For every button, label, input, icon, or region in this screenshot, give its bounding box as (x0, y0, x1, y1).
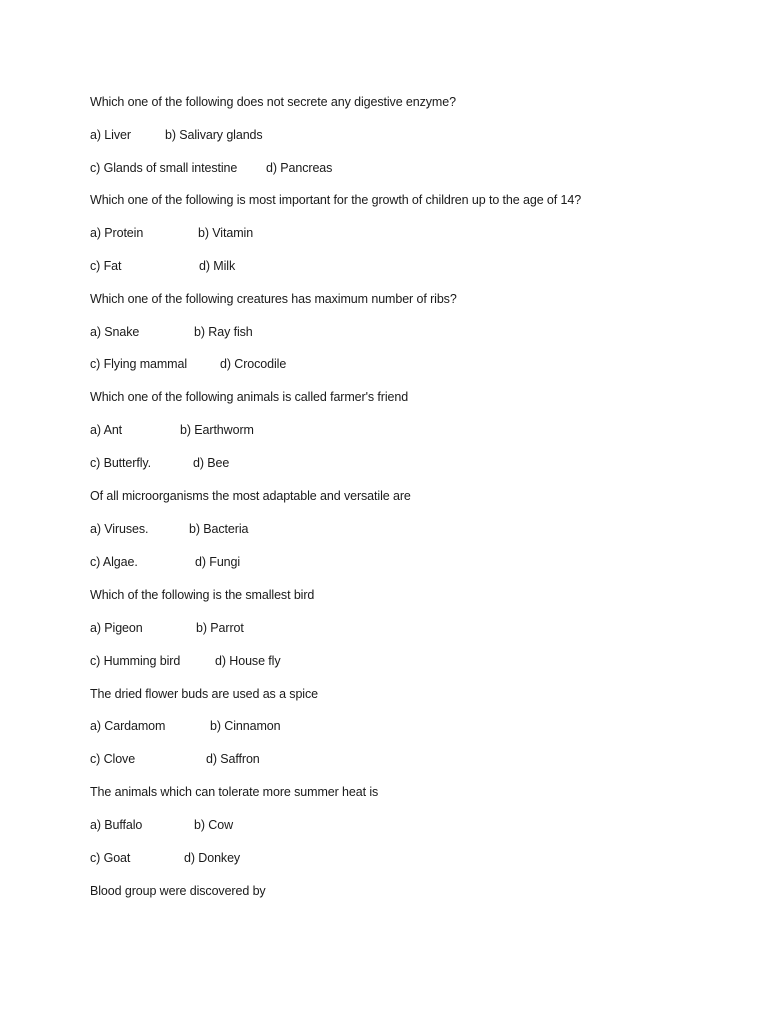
question-text: The animals which can tolerate more summer heat is (90, 785, 379, 799)
option-c: c) Algae. (90, 555, 138, 569)
question-text: Which one of the following is most important for the growth of children up to the age of 14? (90, 193, 582, 207)
option-a: a) Cardamom (90, 719, 166, 733)
option-a: a) Liver (90, 128, 131, 142)
option-c: c) Fat (90, 259, 122, 273)
question-text: Which one of the following creatures has maximum number of ribs? (90, 292, 457, 306)
option-a: a) Ant (90, 423, 123, 437)
option-d: d) Donkey (184, 851, 241, 865)
option-d: d) House fly (215, 654, 281, 668)
option-d: d) Bee (193, 456, 230, 470)
option-c: c) Flying mammal (90, 357, 188, 371)
question-text: Blood group were discovered by (90, 884, 266, 898)
question-text: Which one of the following does not secrete any digestive enzyme? (90, 95, 456, 109)
option-d: d) Crocodile (220, 357, 287, 371)
option-d: d) Milk (199, 259, 236, 273)
option-b: b) Parrot (196, 621, 244, 635)
option-a: a) Snake (90, 325, 140, 339)
option-b: b) Cinnamon (210, 719, 281, 733)
question-text: The dried flower buds are used as a spice (90, 687, 318, 701)
option-d: d) Fungi (195, 555, 241, 569)
option-b: b) Salivary glands (165, 128, 263, 142)
option-d: d) Pancreas (266, 161, 333, 175)
option-d: d) Saffron (206, 752, 260, 766)
option-c: c) Glands of small intestine (90, 161, 238, 175)
option-c: c) Clove (90, 752, 136, 766)
option-b: b) Bacteria (189, 522, 249, 536)
question-text: Of all microorganisms the most adaptable and versatile are (90, 489, 411, 503)
question-text: Which one of the following animals is called farmer's friend (90, 390, 409, 404)
option-c: c) Goat (90, 851, 131, 865)
option-c: c) Butterfly. (90, 456, 151, 470)
option-b: b) Earthworm (180, 423, 254, 437)
option-b: b) Ray fish (194, 325, 253, 339)
option-b: b) Cow (194, 818, 233, 832)
question-text: Which of the following is the smallest bird (90, 588, 315, 602)
option-a: a) Protein (90, 226, 144, 240)
option-a: a) Pigeon (90, 621, 143, 635)
option-b: b) Vitamin (198, 226, 254, 240)
option-a: a) Buffalo (90, 818, 143, 832)
option-a: a) Viruses. (90, 522, 149, 536)
option-c: c) Humming bird (90, 654, 181, 668)
